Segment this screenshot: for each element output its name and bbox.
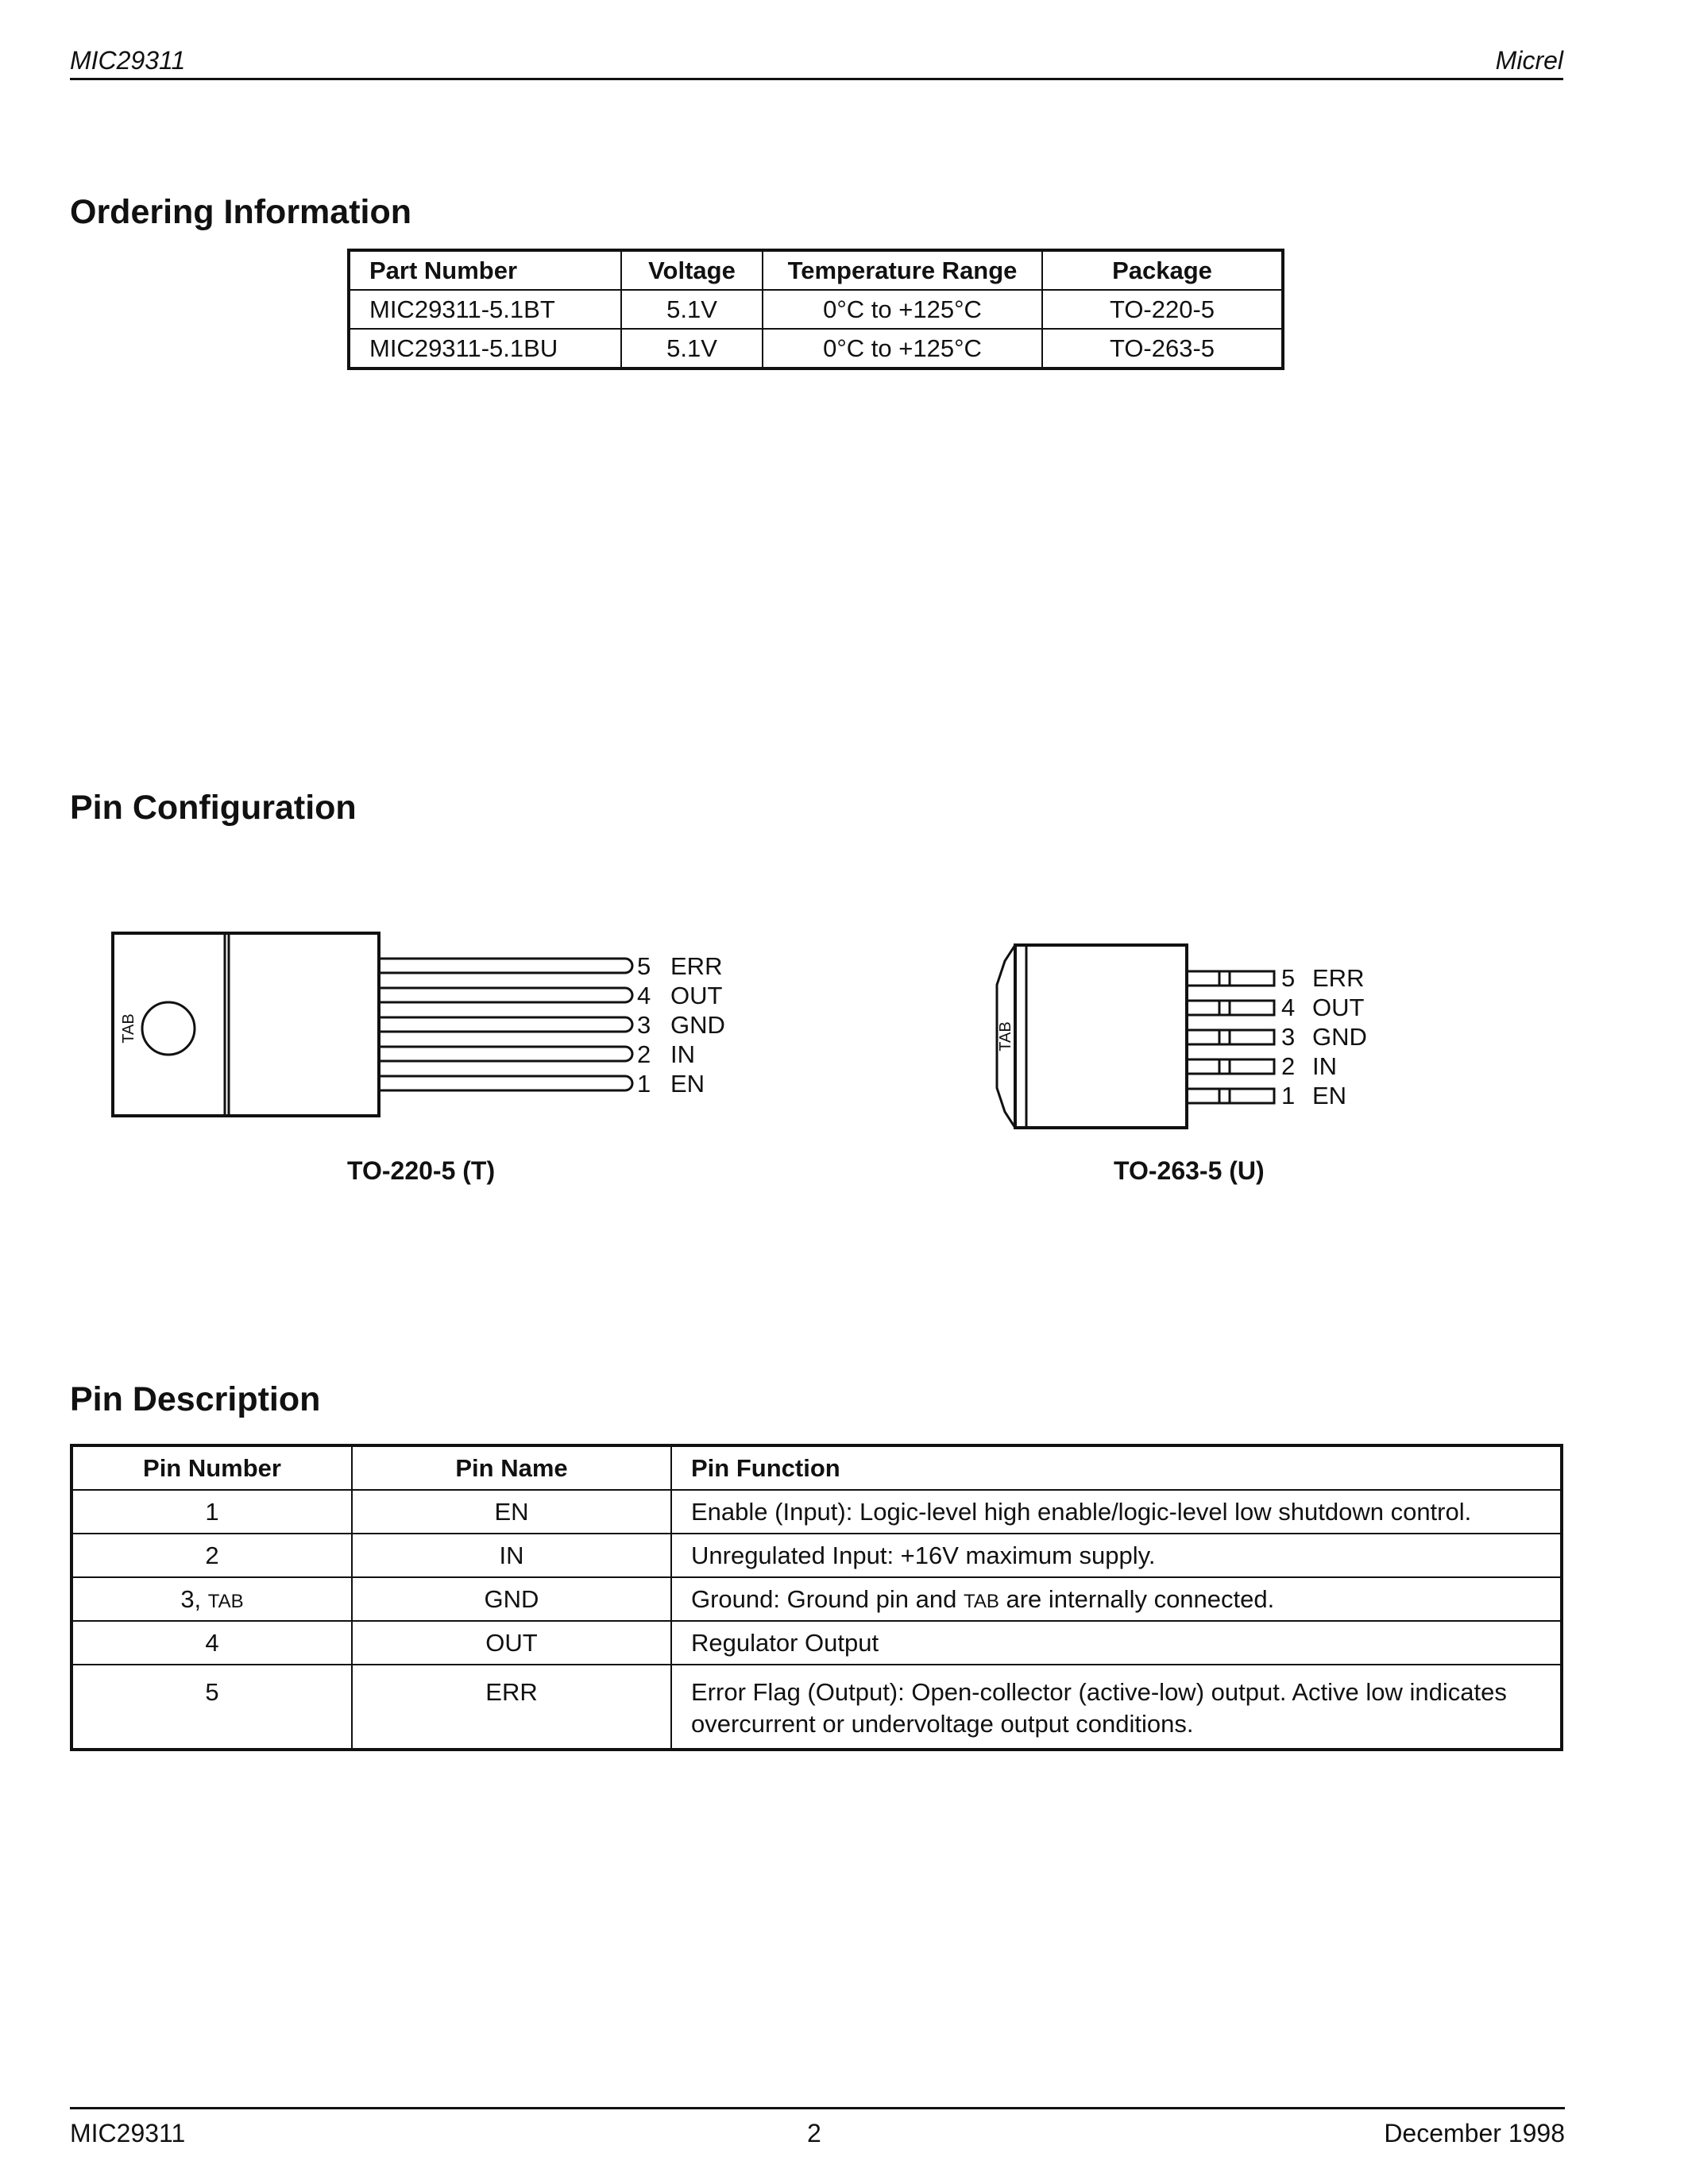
to263-pin-num: 3: [1281, 1023, 1296, 1051]
header-part-number: MIC29311: [70, 46, 186, 75]
to220-package-label: TO-220-5 (T): [347, 1156, 496, 1185]
to220-pin-num: 2: [637, 1040, 651, 1068]
pin-description-table: [70, 1444, 1563, 1751]
pin-function-cell: Unregulated Input: +16V maximum supply.: [671, 1534, 1562, 1577]
to263-lead-5: [1187, 971, 1274, 986]
to263-lead-4: [1187, 1001, 1274, 1015]
pin-description-title: Pin Description: [70, 1380, 321, 1418]
to220-lead-2: [379, 1047, 632, 1061]
col-part-number: Part Number: [349, 250, 621, 290]
col-package: Package: [1042, 250, 1283, 290]
header-rule: [70, 78, 1563, 80]
ordering-table: [347, 249, 1284, 370]
package-cell: TO-220-5: [1042, 290, 1283, 329]
to220-lead-5: [379, 959, 632, 973]
to220-pin-num: 5: [637, 952, 651, 980]
to263-pin-name: IN: [1312, 1052, 1337, 1080]
to263-pin-num: 2: [1281, 1052, 1296, 1080]
to220-pin-num: 3: [637, 1011, 651, 1039]
voltage-cell: 5.1V: [621, 329, 763, 369]
col-pin-number: Pin Number: [71, 1445, 352, 1490]
to263-pin-name: EN: [1312, 1082, 1347, 1109]
table-row: [349, 329, 1283, 369]
header-company: Micrel: [1495, 46, 1563, 75]
voltage-cell: 5.1V: [621, 290, 763, 329]
to263-package-label: TO-263-5 (U): [1114, 1156, 1265, 1185]
pin-function-tab-text: TAB: [963, 1590, 999, 1612]
part-number-cell: MIC29311-5.1BT: [349, 290, 621, 329]
table-row: [71, 1490, 1562, 1534]
to263-lead-2: [1187, 1059, 1274, 1074]
footer-page-number: 2: [807, 2119, 821, 2147]
to220-pin-name: OUT: [670, 982, 723, 1009]
pin-function-cell: [671, 1577, 1562, 1621]
pin-number-tab-text: TAB: [207, 1590, 244, 1612]
to263-lead-3: [1187, 1030, 1274, 1044]
pin-name-cell: EN: [352, 1490, 671, 1534]
to263-pin-num: 5: [1281, 964, 1296, 992]
footer-part-number: MIC29311: [70, 2119, 186, 2147]
to220-body: [113, 933, 379, 1116]
pin-function-cell: [671, 1665, 1562, 1750]
to220-pin-num: 4: [637, 982, 651, 1009]
to263-leads: [1187, 971, 1274, 1103]
col-pin-name: Pin Name: [352, 1445, 671, 1490]
table-row: [71, 1534, 1562, 1577]
ordering-title: Ordering Information: [70, 193, 411, 231]
table-row: [71, 1577, 1562, 1621]
pin-header-row: [71, 1445, 1562, 1490]
to220-lead-3: [379, 1017, 632, 1032]
table-row: [71, 1665, 1562, 1750]
footer-date: December 1998: [1384, 2119, 1565, 2147]
footer-rule: [70, 2107, 1565, 2109]
pin-number-cell: 1: [71, 1490, 352, 1534]
pin-name-cell: ERR: [352, 1665, 671, 1750]
to220-pin-name: ERR: [670, 952, 723, 980]
to220-lead-1: [379, 1076, 632, 1090]
to263-pin-num: 4: [1281, 994, 1296, 1021]
col-voltage: Voltage: [621, 250, 763, 290]
pin-function-text-end: are internally connected.: [999, 1584, 1275, 1613]
table-row: [71, 1621, 1562, 1665]
pin-name-cell: GND: [352, 1577, 671, 1621]
to220-lead-4: [379, 988, 632, 1002]
to220-pin-num: 1: [637, 1070, 651, 1098]
pin-name-cell: IN: [352, 1534, 671, 1577]
temperature-cell: 0°C to +125°C: [763, 290, 1042, 329]
to263-package-diagram: [989, 937, 1434, 1136]
pin-number-cell: 5: [71, 1665, 352, 1750]
to263-pin-name: ERR: [1312, 964, 1365, 992]
pin-config-title: Pin Configuration: [70, 789, 357, 827]
pin-number-cell: 4: [71, 1621, 352, 1665]
to263-pin-name: GND: [1312, 1023, 1367, 1051]
part-number-cell: MIC29311-5.1BU: [349, 329, 621, 369]
package-cell: TO-263-5: [1042, 329, 1283, 369]
to220-package-diagram: [103, 925, 739, 1132]
to220-pin-name: EN: [670, 1070, 705, 1098]
pin-name-cell: OUT: [352, 1621, 671, 1665]
to263-tab-label: TAB: [997, 1021, 1014, 1051]
to263-pin-num: 1: [1281, 1082, 1296, 1109]
to263-body: [1015, 945, 1187, 1128]
pin-function-line: Error Flag (Output): Open-collector (active-low) output. Active low indicates: [691, 1678, 1507, 1706]
to220-pin-name: GND: [670, 1011, 725, 1039]
table-row: [349, 290, 1283, 329]
to220-pin-name: IN: [670, 1040, 695, 1068]
pin-function-cell: Enable (Input): Logic-level high enable/logic-level low shutdown control.: [671, 1490, 1562, 1534]
pin-function-line: overcurrent or undervoltage output conditions.: [691, 1710, 1194, 1738]
pin-function-cell: Regulator Output: [671, 1621, 1562, 1665]
pin-number-text: 3,: [180, 1584, 208, 1613]
to220-tab-label: TAB: [120, 1013, 137, 1044]
to263-lead-1: [1187, 1089, 1274, 1103]
col-pin-function: Pin Function: [671, 1445, 1562, 1490]
col-temperature-range: Temperature Range: [763, 250, 1042, 290]
to263-pin-name: OUT: [1312, 994, 1365, 1021]
to220-leads: [379, 959, 632, 1090]
ordering-header-row: [349, 250, 1283, 290]
to220-mounting-hole: [142, 1002, 195, 1055]
pin-number-cell: [71, 1577, 352, 1621]
pin-number-cell: 2: [71, 1534, 352, 1577]
temperature-cell: 0°C to +125°C: [763, 329, 1042, 369]
pin-function-text: Ground: Ground pin and: [691, 1584, 964, 1613]
